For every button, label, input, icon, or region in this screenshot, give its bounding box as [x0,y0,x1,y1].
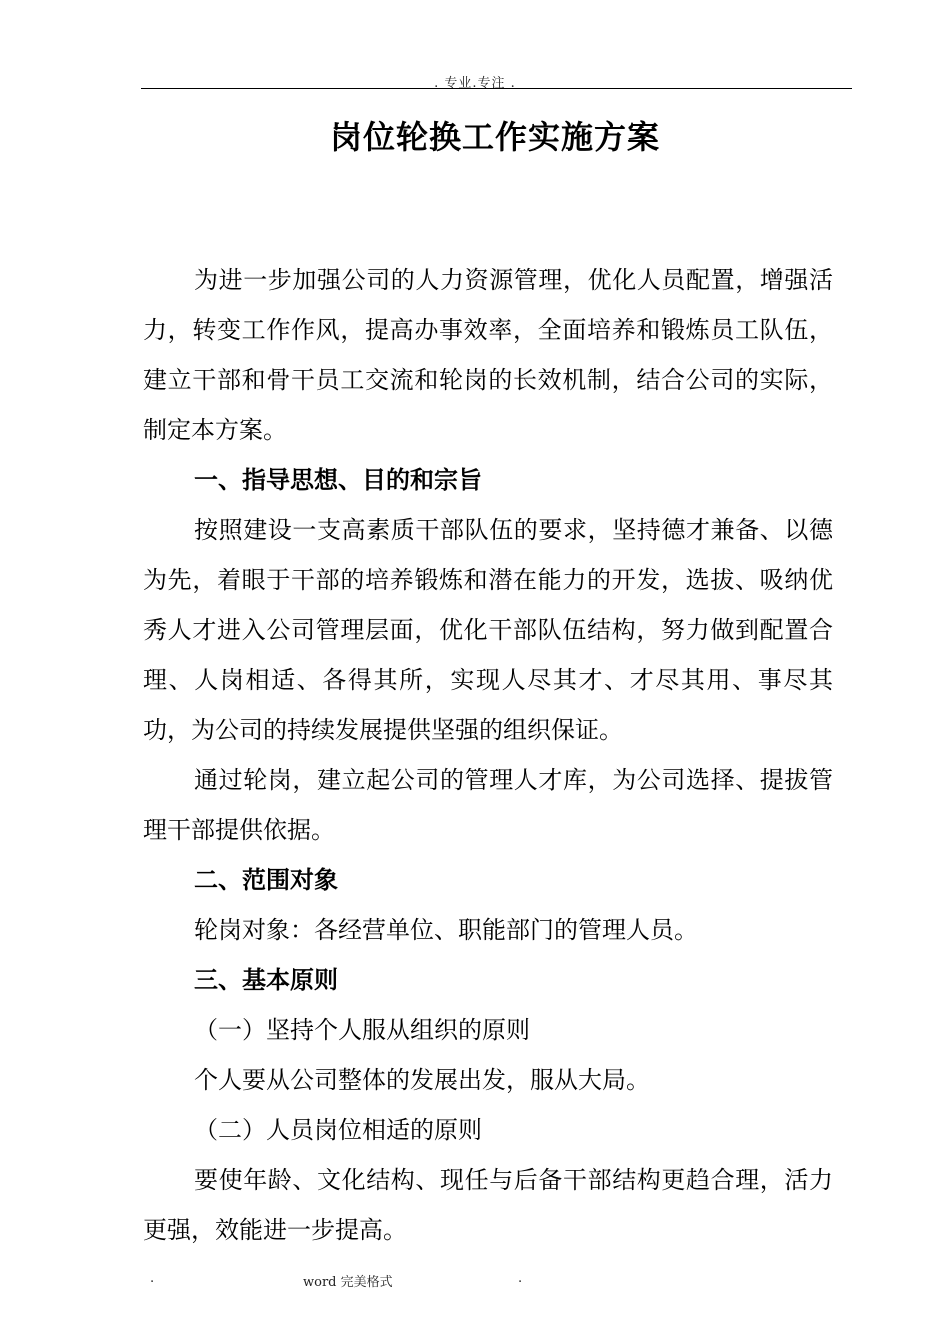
body-paragraph: 要使年龄、文化结构、现任与后备干部结构更趋合理，活力更强，效能进一步提高。 [143,1166,833,1244]
section-heading-3: 三、基本原则 [194,966,338,994]
section-heading-2: 二、范围对象 [194,866,338,894]
subheading-2: （二）人员岗位相适的原则 [194,1116,482,1144]
footer-text: word 完美格式 [303,1275,393,1290]
footer-dot-left: . [150,1271,155,1286]
page-header: . 专业.专注 . [434,76,516,91]
body-paragraph: 通过轮岗，建立起公司的管理人才库，为公司选择、提拔管理干部提供依据。 [143,766,833,844]
subheading-1: （一）坚持个人服从组织的原则 [194,1016,530,1044]
body-paragraph: 个人要从公司整体的发展出发，服从大局。 [194,1066,650,1094]
header-rule [141,88,852,89]
document-title: 岗位轮换工作实施方案 [329,118,660,156]
footer-dot-right: . [518,1271,523,1286]
intro-paragraph: 为进一步加强公司的人力资源管理，优化人员配置，增强活力，转变工作作风，提高办事效率，全面培养和锻炼员工队伍，建立干部和骨干员工交流和轮岗的长效机制，结合公司的实际，制定本方案。 [143,266,833,444]
body-paragraph: 按照建设一支高素质干部队伍的要求，坚持德才兼备、以德为先，着眼于干部的培养锻炼和潜在能力的开发，选拔、吸纳优秀人才进入公司管理层面，优化干部队伍结构，努力做到配置合理、人岗相适、各得其所，实现人尽其才、才尽其用、事尽其功，为公司的持续发展提供坚强的组织保证。 [143,516,833,744]
page-footer [0,1271,950,1291]
document-body [143,255,833,1255]
section-heading-1: 一、指导思想、目的和宗旨 [194,466,482,494]
body-paragraph: 轮岗对象：各经营单位、职能部门的管理人员。 [194,916,698,944]
